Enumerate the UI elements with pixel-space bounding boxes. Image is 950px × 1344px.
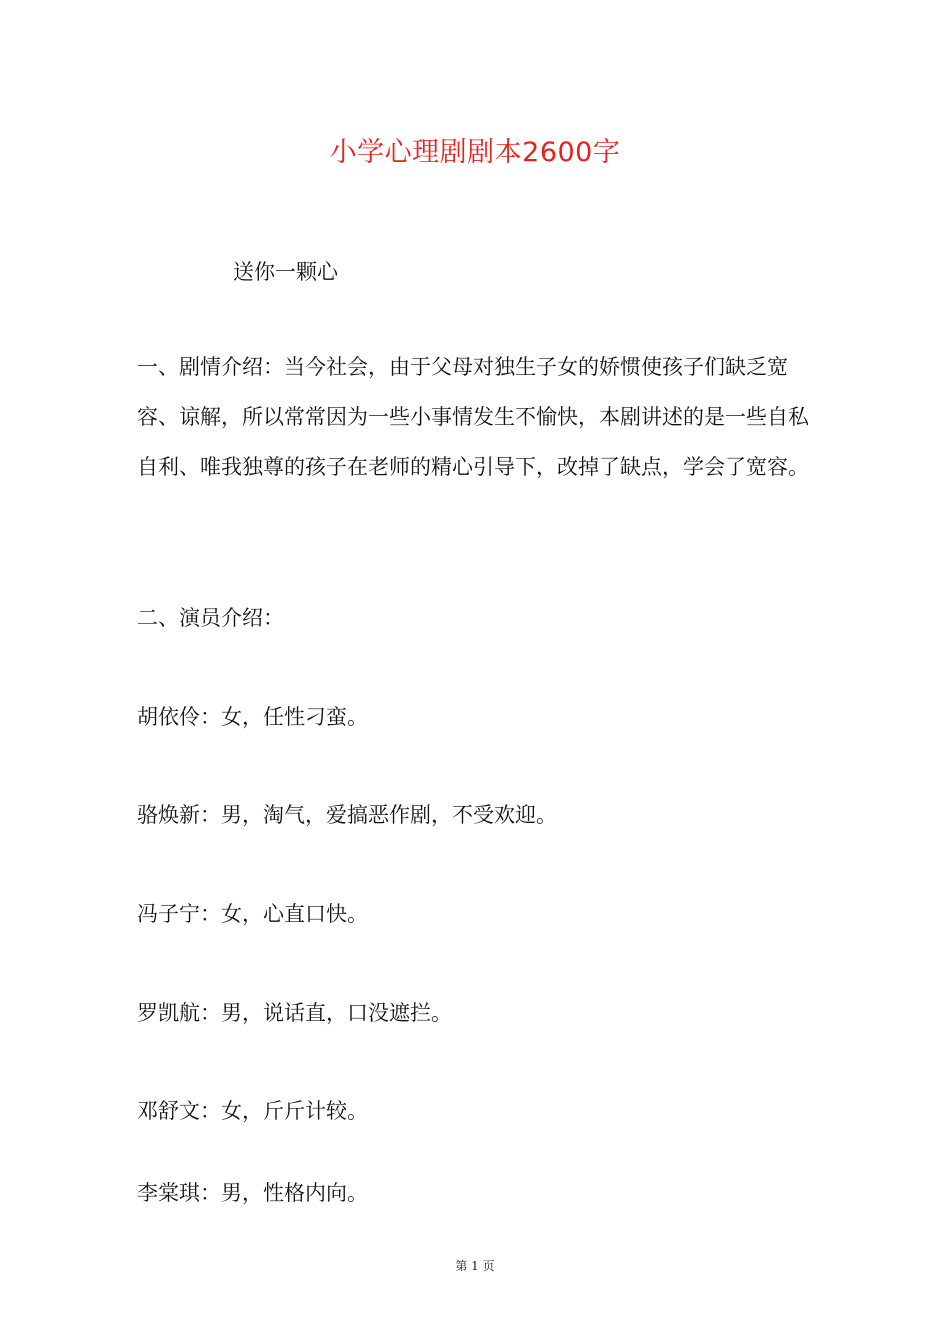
plot-intro-paragraph: 一、剧情介绍：当今社会，由于父母对独生子女的娇惯使孩子们缺乏宽容、谅解，所以常常因为一些小事情发生不愉快，本剧讲述的是一些自私自利、唯我独尊的孩子在老师的精心引导下，改掉了缺点，学会了宽容。 xyxy=(137,355,809,479)
cast-item: 罗凯航：男，说话直，口没遮拦。 xyxy=(137,1001,452,1025)
cast-item: 李棠琪：男，性格内向。 xyxy=(137,1181,368,1205)
cast-heading: 二、演员介绍： xyxy=(137,606,284,630)
cast-item: 胡依伶：女，任性刁蛮。 xyxy=(137,705,368,729)
cast-item: 骆焕新：男，淘气，爱搞恶作剧，不受欢迎。 xyxy=(137,803,557,827)
document-title: 小学心理剧剧本2600字 xyxy=(329,137,621,168)
cast-item: 冯子宁：女，心直口快。 xyxy=(137,902,368,926)
page-number: 第 1 页 xyxy=(455,1259,495,1273)
document-subtitle: 送你一颗心 xyxy=(233,260,338,284)
cast-item: 邓舒文：女，斤斤计较。 xyxy=(137,1099,368,1123)
